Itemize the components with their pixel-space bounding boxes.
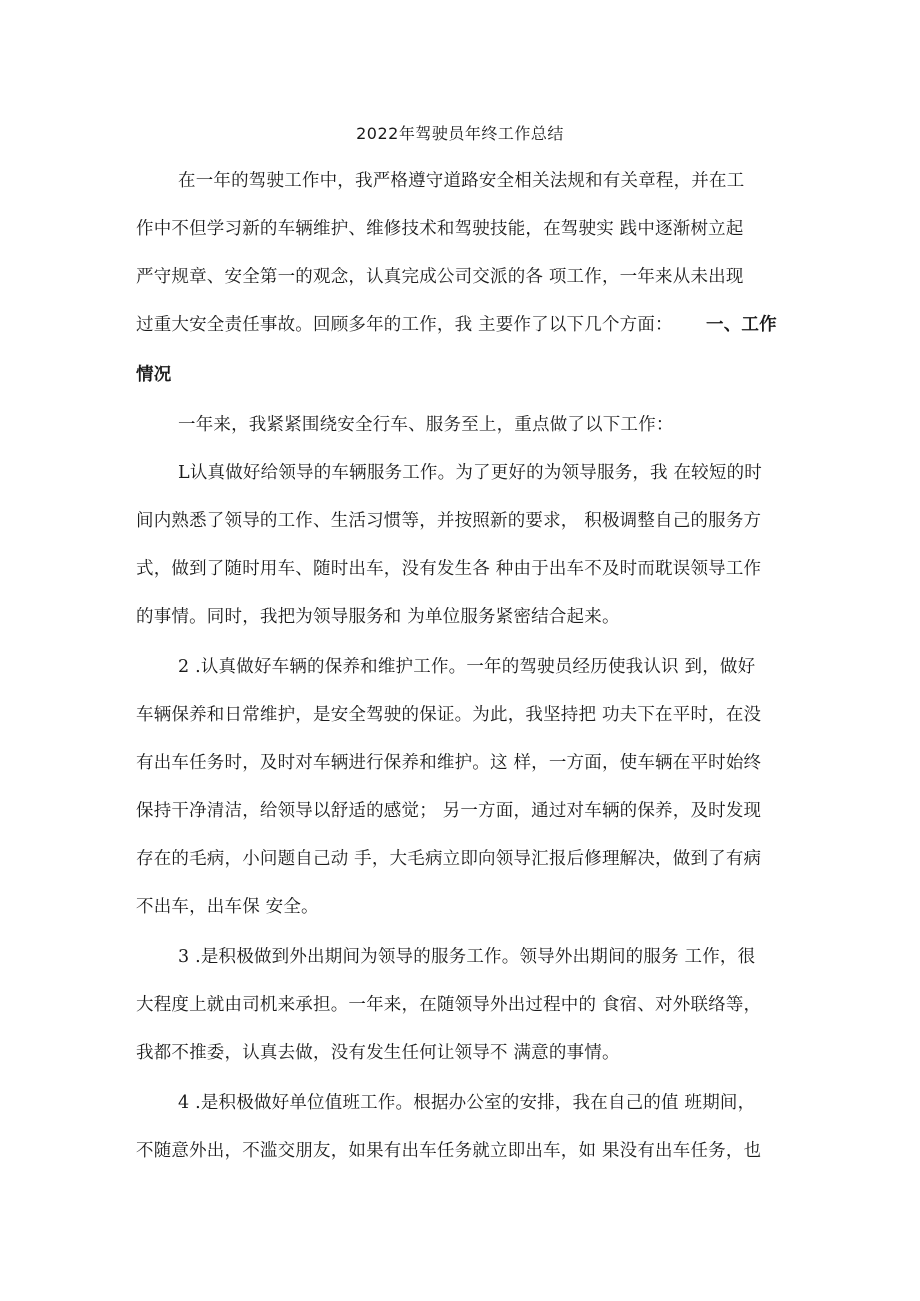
- paragraph-line: 大程度上就由司机来承担。一年来，在随领导外出过程中的 食宿、对外联络等，: [136, 995, 762, 1015]
- paragraph-line: 车辆保养和日常维护，是安全驾驶的保证。为此，我坚持把 功夫下在平时，在没: [136, 705, 762, 725]
- paragraph-line: 在一年的驾驶工作中，我严格遵守道路安全相关法规和有关章程，并在工: [178, 171, 745, 191]
- paragraph-line: 2 .认真做好车辆的保养和维护工作。一年的驾驶员经历使我认识 到，做好: [178, 657, 756, 677]
- paragraph-line: 严守规章、安全第一的观念，认真完成公司交派的各 项工作，一年来从未出现: [136, 267, 744, 287]
- paragraph-line: 间内熟悉了领导的工作、生活习惯等，并按照新的要求， 积极调整自己的服务方: [136, 511, 762, 531]
- paragraph-line: 不出车，出车保 安全。: [136, 897, 319, 917]
- document-title: 2022年驾驶员年终工作总结: [356, 124, 564, 143]
- paragraph-line: L认真做好给领导的车辆服务工作。为了更好的为领导服务，我 在较短的时: [178, 463, 762, 483]
- paragraph-line: 3 .是积极做到外出期间为领导的服务工作。领导外出期间的服务 工作，很: [178, 947, 756, 967]
- paragraph-line: 存在的毛病，小问题自己动 手，大毛病立即向领导汇报后修理解决，做到了有病: [136, 849, 762, 869]
- paragraph-line: 保持干净清洁，给领导以舒适的感觉； 另一方面，通过对车辆的保养，及时发现: [136, 801, 762, 821]
- paragraph-line: 有出车任务时，及时对车辆进行保养和维护。这 样，一方面，使车辆在平时始终: [136, 753, 762, 773]
- paragraph-line: 一年来，我紧紧围绕安全行车、服务至上，重点做了以下工作：: [178, 415, 674, 435]
- paragraph-line: 4 .是积极做好单位值班工作。根据办公室的安排，我在自己的值 班期间，: [178, 1093, 756, 1113]
- paragraph-line: 作中不但学习新的车辆维护、维修技术和驾驶技能，在驾驶实 践中逐渐树立起: [136, 219, 744, 239]
- section-heading-continued: 情况: [136, 365, 172, 385]
- paragraph-line: 的事情。同时，我把为领导服务和 为单位服务紧密结合起来。: [136, 607, 620, 627]
- section-heading: 一、工作: [706, 315, 777, 335]
- paragraph-line: 式，做到了随时用车、随时出车，没有发生各 种由于出车不及时而耽误领导工作: [136, 559, 762, 579]
- paragraph-line: 不随意外出，不滥交朋友，如果有出车任务就立即出车，如 果没有出车任务，也: [136, 1141, 762, 1161]
- paragraph-line: 过重大安全责任事故。回顾多年的工作，我 主要作了以下几个方面：: [136, 315, 673, 335]
- paragraph-line: 我都不推委，认真去做，没有发生任何让领导不 满意的事情。: [136, 1043, 620, 1063]
